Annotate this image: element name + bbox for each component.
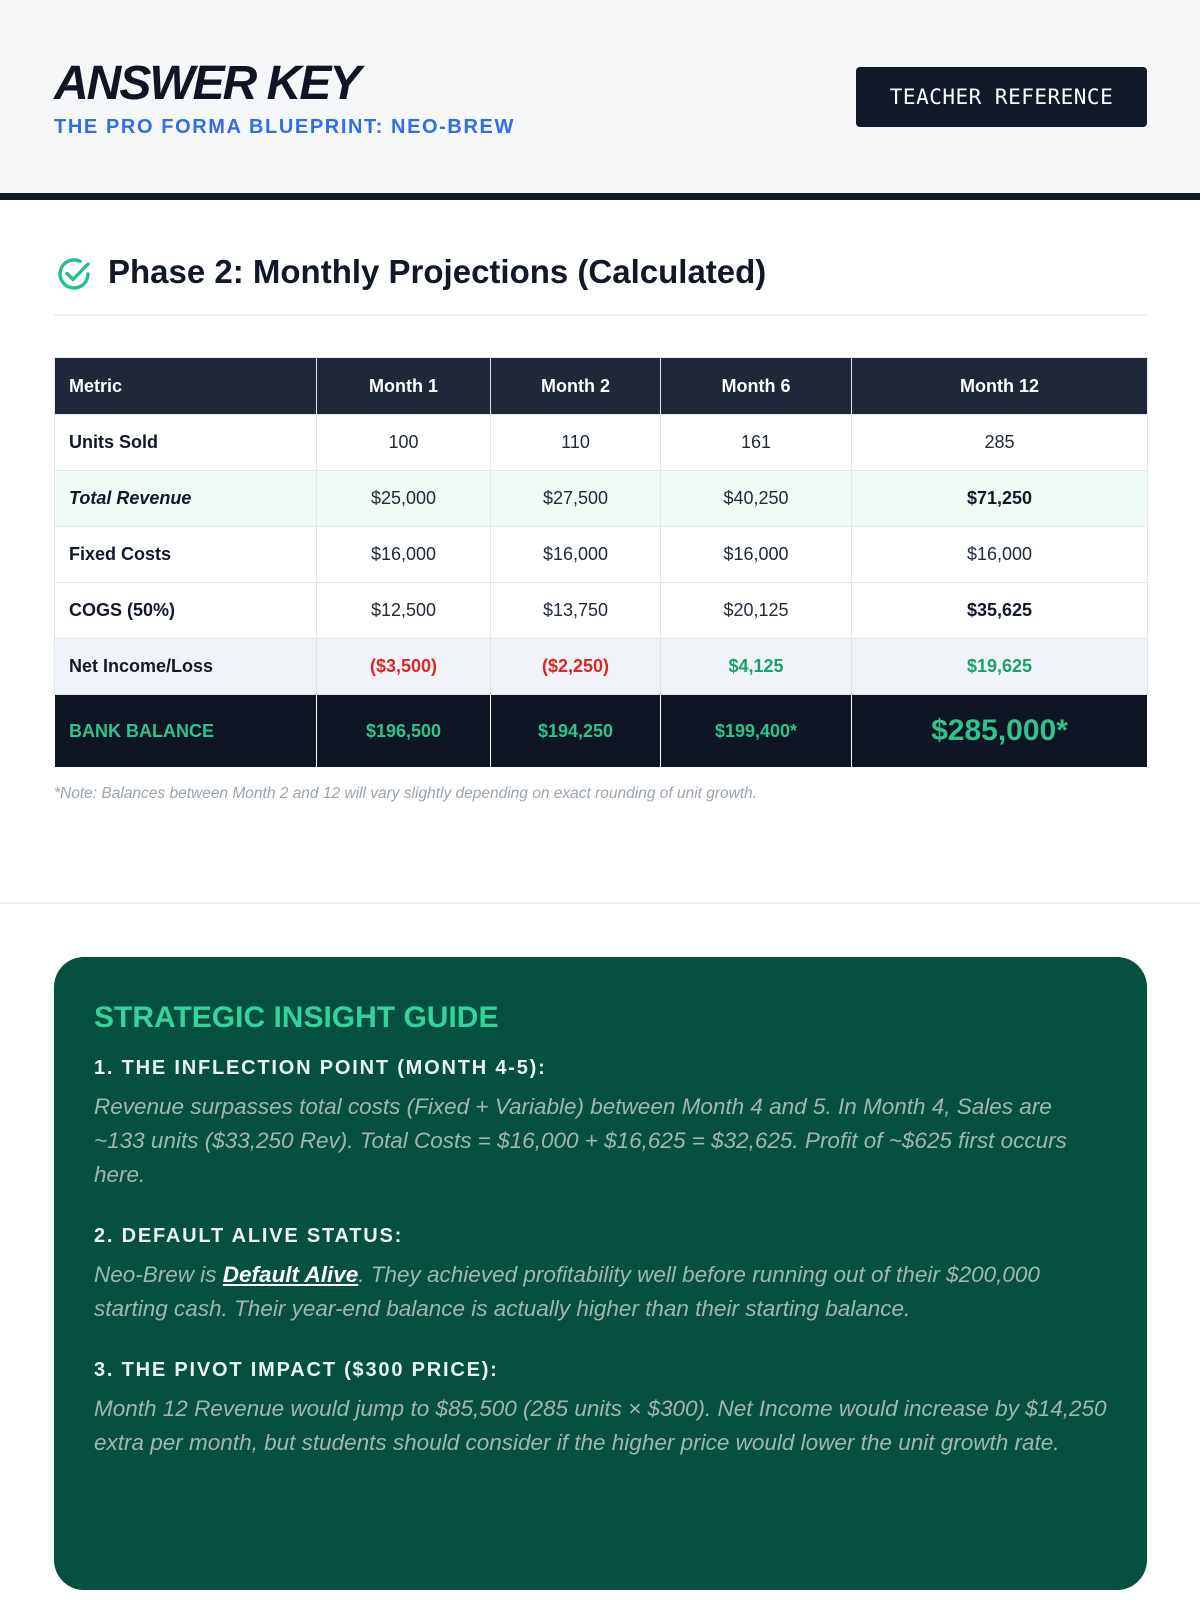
table-cell: $35,625 (852, 583, 1148, 639)
table-cell: $285,000* (852, 695, 1148, 768)
table-row (55, 639, 1148, 695)
table-cell: $25,000 (317, 471, 491, 527)
insight-heading: 2. DEFAULT ALIVE STATUS: (94, 1225, 404, 1247)
page-title: ANSWER KEY (54, 57, 360, 110)
table-cell: $16,000 (491, 527, 661, 583)
check-circle-icon (54, 254, 94, 294)
table-cell: $40,250 (661, 471, 852, 527)
phase-title: Phase 2: Monthly Projections (Calculated) (108, 253, 767, 290)
row-label: Total Revenue (55, 471, 317, 527)
page-subtitle: THE PRO FORMA BLUEPRINT: NEO-BREW (54, 116, 515, 138)
table-cell: $16,000 (661, 527, 852, 583)
column-header: Metric (55, 358, 317, 415)
teacher-reference-button[interactable]: TEACHER REFERENCE (856, 67, 1147, 127)
table-cell: $199,400* (661, 695, 852, 768)
table-cell: $71,250 (852, 471, 1148, 527)
guide-title: STRATEGIC INSIGHT GUIDE (94, 1001, 499, 1034)
phase-heading (54, 254, 1147, 316)
table-cell: $4,125 (661, 639, 852, 695)
row-label: BANK BALANCE (55, 695, 317, 768)
projections-table (54, 357, 1148, 768)
column-header: Month 2 (491, 358, 661, 415)
insight-text: . They achieved profitability well before running out of their $200,000 starting cash. Their year-end balance is actually higher than their starting balance. (94, 1262, 1040, 1321)
table-cell: $20,125 (661, 583, 852, 639)
column-header: Month 6 (661, 358, 852, 415)
table-cell: 110 (491, 415, 661, 471)
table-row (55, 415, 1148, 471)
insight-heading: 3. THE PIVOT IMPACT ($300 PRICE): (94, 1359, 499, 1381)
table-cell: $194,250 (491, 695, 661, 768)
table-cell: ($2,250) (491, 639, 661, 695)
table-cell: ($3,500) (317, 639, 491, 695)
insight-body (94, 1258, 1107, 1326)
strategic-insight-guide (54, 957, 1147, 1590)
table-cell: $196,500 (317, 695, 491, 768)
section-divider (0, 902, 1200, 904)
footnote: *Note: Balances between Month 2 and 12 will vary slightly depending on exact rounding of unit growth. (54, 785, 758, 802)
insight-text: Neo-Brew is (94, 1262, 223, 1287)
table-cell: $16,000 (852, 527, 1148, 583)
row-label: Units Sold (55, 415, 317, 471)
table-row (55, 471, 1148, 527)
insight-body: Revenue surpasses total costs (Fixed + Variable) between Month 4 and 5. In Month 4, Sales are ~133 units ($33,250 Rev). Total Costs = $16,000 + $16,625 = $32,625. Profit of ~$625 first occurs here. (94, 1094, 1067, 1187)
column-header: Month 1 (317, 358, 491, 415)
column-header: Month 12 (852, 358, 1148, 415)
table-cell: 285 (852, 415, 1148, 471)
insight-body: Month 12 Revenue would jump to $85,500 (285 units × $300). Net Income would increase by $14,250 extra per month, but students should consider if the higher price would lower the unit growth rate. (94, 1396, 1107, 1455)
table-cell: 161 (661, 415, 852, 471)
table-cell: $12,500 (317, 583, 491, 639)
insight-heading: 1. THE INFLECTION POINT (MONTH 4-5): (94, 1057, 547, 1079)
table-cell: $19,625 (852, 639, 1148, 695)
row-label: COGS (50%) (55, 583, 317, 639)
row-label: Fixed Costs (55, 527, 317, 583)
page-header (0, 0, 1200, 200)
row-label: Net Income/Loss (55, 639, 317, 695)
table-cell: $27,500 (491, 471, 661, 527)
table-cell: 100 (317, 415, 491, 471)
default-alive-emphasis: Default Alive (222, 1262, 359, 1287)
table-cell: $16,000 (317, 527, 491, 583)
table-header-row (55, 358, 1148, 415)
bank-balance-row (55, 695, 1148, 768)
table-row (55, 527, 1148, 583)
table-cell: $13,750 (491, 583, 661, 639)
table-row (55, 583, 1148, 639)
